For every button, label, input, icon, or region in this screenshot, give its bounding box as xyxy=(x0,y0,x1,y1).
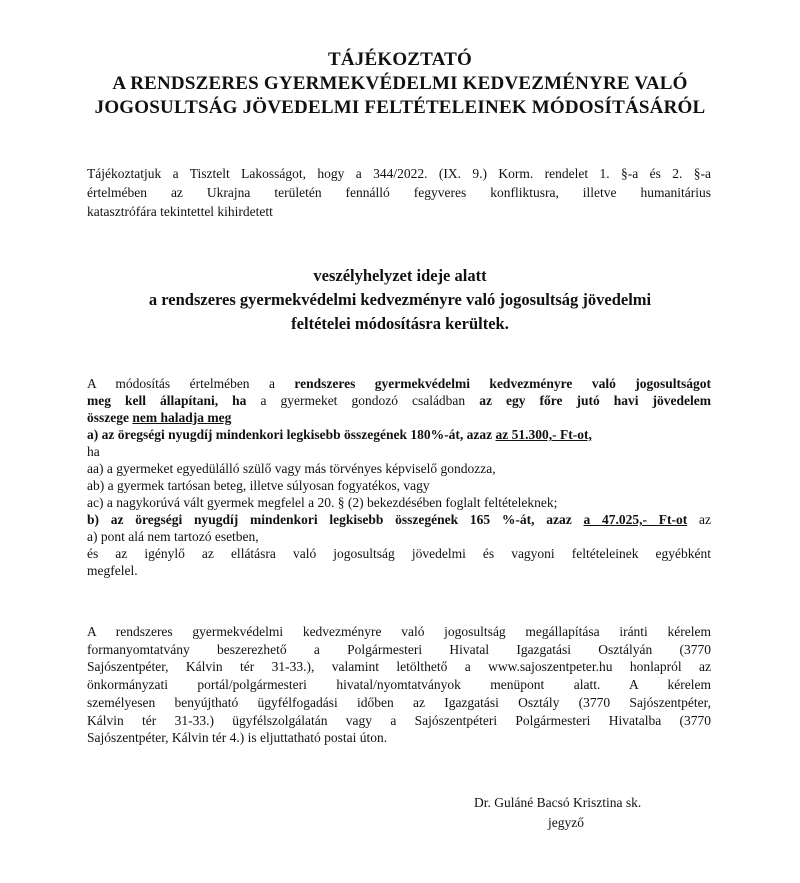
main-line-2 xyxy=(87,392,711,409)
condition-a-amount: az 51.300,- Ft-ot, xyxy=(495,427,592,442)
main-line-12: megfelel. xyxy=(87,563,138,578)
highlight-line-2: a rendszeres gyermekvédelmi kedvezményre való jogosultság jövedelmi xyxy=(148,290,652,309)
main-line-11: és az igénylő az ellátásra való jogosultság jövedelmi és vagyoni feltételeinek egyébként xyxy=(87,546,711,561)
info-line-4: önkormányzati portál/polgármesteri hivatal/nyomtatványok menüpont alatt. A kérelem xyxy=(87,677,711,693)
info-line-1: A rendszeres gyermekvédelmi kedvezményre való jogosultság megállapítása iránti kérelem xyxy=(87,624,711,639)
highlight-heading xyxy=(0,264,800,336)
signatory-name: Dr. Guláné Bacsó Krisztina sk. xyxy=(474,795,642,810)
main-bold-text: meg kell állapítani, ha xyxy=(87,393,247,408)
info-line-3: Sajószentpéter, Kálvin tér 31-33.), valamint letölthető a www.sajoszentpeter.hu honlapról az xyxy=(87,659,711,675)
info-line-7: Sajószentpéter, Kálvin tér 4.) is eljuttatható postai úton. xyxy=(87,730,388,746)
condition-a-text: a) az öregségi nyugdíj mindenkori legkisebb összegének 180%-át, azaz xyxy=(87,427,496,442)
main-line-9 xyxy=(87,511,711,528)
main-bold-text: összege xyxy=(87,410,133,425)
highlight-line-1: veszélyhelyzet ideje alatt xyxy=(313,266,487,285)
main-line-3 xyxy=(87,409,711,426)
signatory-role: jegyző xyxy=(548,815,584,830)
main-text: az xyxy=(687,512,712,527)
signature-block xyxy=(474,793,704,833)
application-info-paragraph xyxy=(87,623,711,747)
condition-aa: aa) a gyermeket egyedülálló szülő vagy más törvényes képviselő gondozza, xyxy=(87,461,496,476)
main-bold-underlined-text: nem haladja meg xyxy=(132,410,232,425)
document-title xyxy=(0,48,800,120)
condition-ab: ab) a gyermek tartósan beteg, illetve súlyosan fogyatékos, vagy xyxy=(87,478,430,493)
main-bold-text: rendszeres gyermekvédelmi kedvezményre való jogosultságot xyxy=(294,376,711,391)
intro-line-2: értelmében az Ukrajna területén fennálló fegyveres konfliktusra, illetve humanitárius xyxy=(87,185,711,200)
condition-b-amount: a 47.025,- Ft-ot xyxy=(583,512,688,527)
intro-line-3: katasztrófára tekintettel kihirdetett xyxy=(87,204,273,219)
main-line-10: a) pont alá nem tartozó esetben, xyxy=(87,529,259,544)
intro-line-1: Tájékoztatjuk a Tisztelt Lakosságot, hogy a 344/2022. (IX. 9.) Korm. rendelet 1. §-a és 2. §-a xyxy=(87,166,711,181)
info-line-6: Kálvin tér 31-33.) ügyfélszolgálatán vagy a Sajószentpéteri Polgármesteri Hivatalba (3770 xyxy=(87,712,711,728)
main-line-5: ha xyxy=(87,444,100,459)
highlight-line-3: feltételei módosításra kerültek. xyxy=(291,314,509,333)
main-text: A módosítás értelmében a xyxy=(87,376,295,391)
title-line-1: TÁJÉKOZTATÓ xyxy=(327,49,473,70)
main-text: a gyermeket gondozó családban xyxy=(246,393,480,408)
intro-paragraph xyxy=(87,164,711,221)
info-line-2: formanyomtatvány beszerezhető a Polgármesteri Hivatal Igazgatási Osztályán (3770 xyxy=(87,641,711,657)
condition-b-text: b) az öregségi nyugdíj mindenkori legkisebb összegének 165 %-át, azaz xyxy=(87,512,584,527)
condition-ac: ac) a nagykorúvá vált gyermek megfelel a 20. § (2) bekezdésében foglalt feltételeknek; xyxy=(87,495,558,510)
title-line-3: JOGOSULTSÁG JÖVEDELMI FELTÉTELEINEK MÓDOSÍTÁSÁRÓL xyxy=(94,97,706,118)
main-bold-text: az egy főre jutó havi jövedelem xyxy=(479,393,711,408)
info-line-5: személyesen benyújtható ügyfélfogadási időben az Igazgatási Osztály (3770 Sajószentpéter, xyxy=(87,694,711,710)
main-line-4 xyxy=(87,426,711,443)
main-line-1 xyxy=(87,375,711,392)
title-line-2: A RENDSZERES GYERMEKVÉDELMI KEDVEZMÉNYRE VALÓ xyxy=(112,73,688,94)
eligibility-paragraph xyxy=(87,375,711,579)
